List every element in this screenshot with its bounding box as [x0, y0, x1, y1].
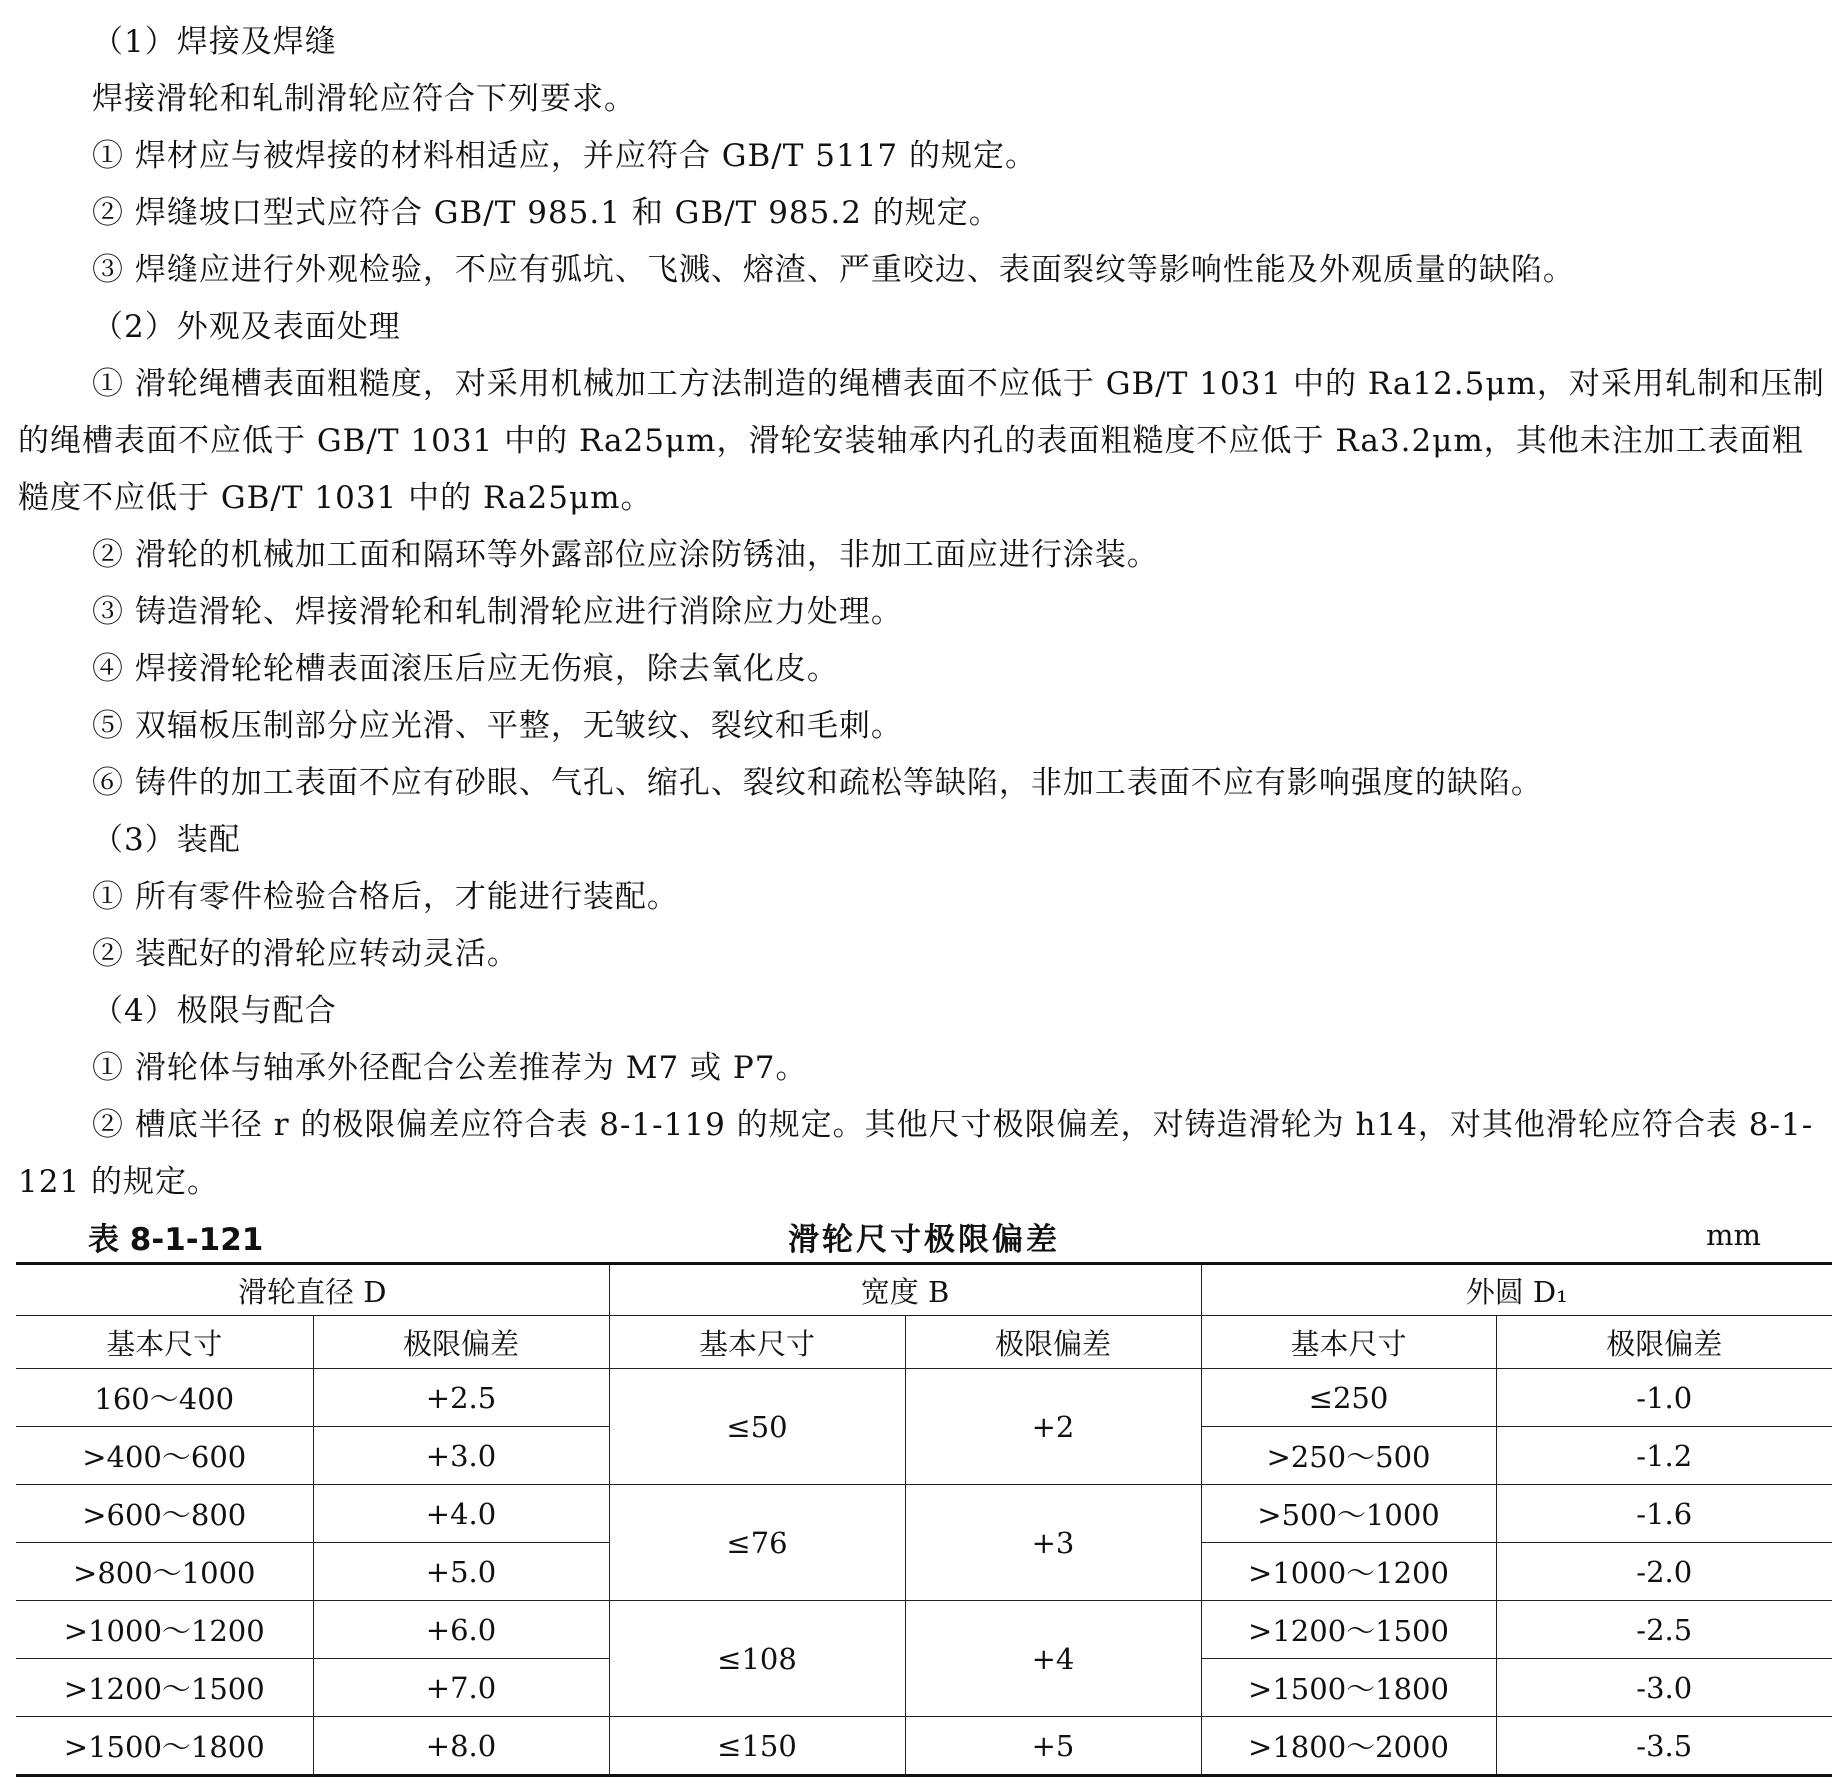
table-cell: 160～400	[16, 1369, 313, 1427]
table-cell: >1200～1500	[16, 1659, 313, 1717]
table-row	[16, 1601, 1832, 1659]
table-unit: mm	[1706, 1218, 1761, 1252]
table-subheader	[16, 1316, 1832, 1369]
table-number: 表 8-1-121	[88, 1222, 264, 1258]
table-cell: >1200～1500	[1201, 1601, 1496, 1659]
table-cell: +4.0	[313, 1485, 609, 1543]
list-item-stress: ③ 铸造滑轮、焊接滑轮和轧制滑轮应进行消除应力处理。	[92, 594, 903, 630]
table-cell: >500～1000	[1201, 1485, 1496, 1543]
section-heading-limits: （4）极限与配合	[92, 993, 337, 1029]
column-header: 极限偏差	[313, 1316, 609, 1369]
list-item-roughness: ① 滑轮绳槽表面粗糙度，对采用机械加工方法制造的绳槽表面不应低于 GB/T 1031 中的 Ra12.5μm，对采用轧制和压制的绳槽表面不应低于 GB/T 1031 中的 Ra25μm，滑轮安装轴承内孔的表面粗糙度不应低于 Ra3.2μm，其他未注加工表面粗糙度不应低于 GB/T 1031 中的 Ra25μm。	[18, 366, 1825, 516]
section-heading-welding: （1）焊接及焊缝	[92, 24, 337, 60]
table-row	[16, 1485, 1832, 1543]
table-row	[16, 1717, 1832, 1776]
list-item-3: ③ 焊缝应进行外观检验，不应有弧坑、飞溅、熔渣、严重咬边、表面裂纹等影响性能及外观质量的缺陷。	[92, 252, 1575, 288]
paragraph-intro: 焊接滑轮和轧制滑轮应符合下列要求。	[92, 81, 636, 117]
table-cell: +5.0	[313, 1543, 609, 1601]
list-item-inspection: ① 所有零件检验合格后，才能进行装配。	[92, 879, 679, 915]
table-cell: +6.0	[313, 1601, 609, 1659]
table-row	[16, 1369, 1832, 1427]
table-cell: >1000～1200	[16, 1601, 313, 1659]
table-cell: ≤108	[609, 1601, 905, 1717]
table-cell: +3	[905, 1485, 1201, 1601]
table-cell: -2.5	[1496, 1601, 1832, 1659]
table-cell: -2.0	[1496, 1543, 1832, 1601]
list-item-rotation: ② 装配好的滑轮应转动灵活。	[92, 936, 519, 972]
table-cell: >600～800	[16, 1485, 313, 1543]
column-header: 基本尺寸	[1201, 1316, 1496, 1369]
list-item-2: ② 焊缝坡口型式应符合 GB/T 985.1 和 GB/T 985.2 的规定。	[92, 195, 1001, 231]
table-cell: +8.0	[313, 1717, 609, 1776]
list-item-double-web: ⑤ 双辐板压制部分应光滑、平整，无皱纹、裂纹和毛刺。	[92, 708, 903, 744]
table-cell: -1.6	[1496, 1485, 1832, 1543]
table-cell: >1500～1800	[16, 1717, 313, 1776]
table-cell: +2	[905, 1369, 1201, 1485]
table-cell: >1500～1800	[1201, 1659, 1496, 1717]
list-item-rust: ② 滑轮的机械加工面和隔环等外露部位应涂防锈油，非加工面应进行涂装。	[92, 537, 1159, 573]
list-item-deviation: ② 槽底半径 r 的极限偏差应符合表 8-1-119 的规定。其他尺寸极限偏差，对铸造滑轮为 h14，对其他滑轮应符合表 8-1-121 的规定。	[18, 1107, 1814, 1200]
table-cell: >250～500	[1201, 1427, 1496, 1485]
column-header: 极限偏差	[905, 1316, 1201, 1369]
table-group-header	[16, 1264, 1832, 1316]
table-title: 滑轮尺寸极限偏差	[788, 1222, 1060, 1258]
table-cell: >800～1000	[16, 1543, 313, 1601]
table-cell: >1800～2000	[1201, 1717, 1496, 1776]
table-cell: -3.0	[1496, 1659, 1832, 1717]
table-cell: +5	[905, 1717, 1201, 1776]
group-header-outer: 外圆 D₁	[1201, 1264, 1832, 1316]
table-cell: -1.0	[1496, 1369, 1832, 1427]
table-cell: +2.5	[313, 1369, 609, 1427]
group-header-diameter: 滑轮直径 D	[16, 1264, 609, 1316]
section-heading-assembly: （3）装配	[92, 822, 241, 858]
list-item-casting: ⑥ 铸件的加工表面不应有砂眼、气孔、缩孔、裂纹和疏松等缺陷，非加工表面不应有影响强度的缺陷。	[92, 765, 1543, 801]
table-cell: ≤76	[609, 1485, 905, 1601]
table-cell: >400～600	[16, 1427, 313, 1485]
table-cell: ≤150	[609, 1717, 905, 1776]
tolerance-table	[16, 1262, 1832, 1777]
list-item-1: ① 焊材应与被焊接的材料相适应，并应符合 GB/T 5117 的规定。	[92, 138, 1037, 174]
group-header-width: 宽度 B	[609, 1264, 1201, 1316]
section-heading-surface: （2）外观及表面处理	[92, 309, 401, 345]
list-item-rolling: ④ 焊接滑轮轮槽表面滚压后应无伤痕，除去氧化皮。	[92, 651, 839, 687]
table-cell: ≤50	[609, 1369, 905, 1485]
table-cell: ≤250	[1201, 1369, 1496, 1427]
table-cell: -1.2	[1496, 1427, 1832, 1485]
table-cell: >1000～1200	[1201, 1543, 1496, 1601]
list-item-fit: ① 滑轮体与轴承外径配合公差推荐为 M7 或 P7。	[92, 1050, 808, 1086]
table-cell: -3.5	[1496, 1717, 1832, 1776]
table-cell: +4	[905, 1601, 1201, 1717]
table-cell: +3.0	[313, 1427, 609, 1485]
column-header: 基本尺寸	[609, 1316, 905, 1369]
column-header: 极限偏差	[1496, 1316, 1832, 1369]
column-header: 基本尺寸	[16, 1316, 313, 1369]
table-cell: +7.0	[313, 1659, 609, 1717]
table-caption	[0, 1210, 1848, 1260]
